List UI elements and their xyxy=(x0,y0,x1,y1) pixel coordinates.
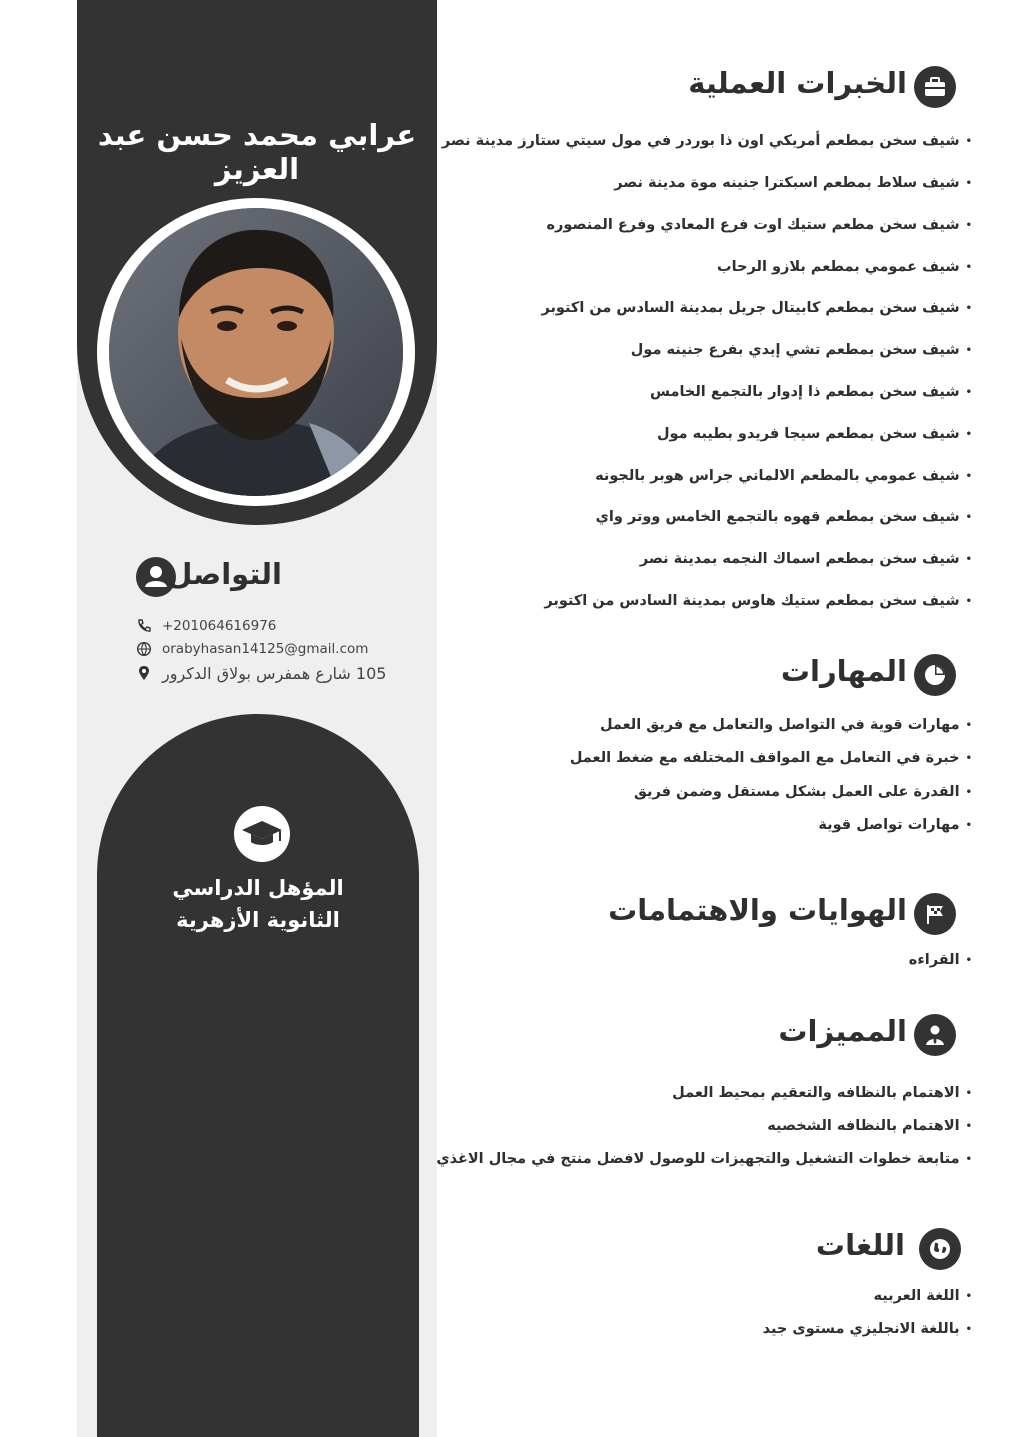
candidate-name: عرابي محمد حسن عبد العزيز xyxy=(97,118,417,186)
experience-item: • شيف سخن بمطعم قهوه بالتجمع الخامس ووتر واي xyxy=(596,509,972,525)
experience-item: • شيف سخن بمطعم أمريكي اون ذا بوردر في مول سيتي ستارز مدينة نصر xyxy=(442,133,972,149)
languages-item: • باللغة الانجليزي مستوى جيد xyxy=(763,1321,972,1337)
flag-icon xyxy=(914,893,956,935)
person-tie-icon xyxy=(914,1014,956,1056)
experience-item: • شيف سلاط بمطعم اسبكترا جنينه موة مدينة نصر xyxy=(614,175,972,191)
experience-item: • شيف سخن مطعم ستيك اوت فرع المعادي وفرع المنصوره xyxy=(547,217,973,233)
globe-icon xyxy=(919,1228,961,1270)
experience-item: • شيف سخن بمطعم تشي إيدي بفرع جنينه مول xyxy=(631,342,972,358)
languages-item: • اللغة العربيه xyxy=(873,1288,972,1304)
education-title: المؤهل الدراسي xyxy=(172,876,344,900)
features-item: • متابعة خطوات التشغيل والتجهيزات للوصول لافضل منتج في مجال الاغذي xyxy=(436,1151,972,1167)
contact-email-row xyxy=(136,639,368,659)
contact-phone[interactable]: +201064616976 xyxy=(162,618,277,634)
profile-photo xyxy=(109,208,403,496)
hobbies-item: • القراءه xyxy=(909,952,972,968)
skills-item: • مهارات تواصل قوية xyxy=(818,817,972,833)
contact-email[interactable]: orabyhasan14125@gmail.com xyxy=(162,641,369,657)
phone-icon xyxy=(136,618,152,634)
experience-item: • شيف عمومي بمطعم بلازو الرحاب xyxy=(717,259,972,275)
experience-item: • شيف سخن بمطعم ذا إدوار بالتجمع الخامس xyxy=(650,384,972,400)
skills-item: • مهارات قوية في التواصل والتعامل مع فريق العمل xyxy=(600,717,972,733)
contact-address-row xyxy=(136,663,386,683)
features-item: • الاهتمام بالنظافه والتعقيم بمحيط العمل xyxy=(672,1085,972,1101)
experience-item: • شيف سخن بمطعم اسماك النجمه بمدينة نصر xyxy=(640,551,972,567)
globe-at-icon xyxy=(136,641,152,657)
skills-item: • القدرة على العمل بشكل مستقل وضمن فريق xyxy=(634,784,972,800)
hobbies-title: الهوايات والاهتمامات xyxy=(608,893,907,927)
languages-title: اللغات xyxy=(815,1228,905,1262)
skills-item: • خبرة في التعامل مع المواقف المختلفه مع ضغط العمل xyxy=(570,750,972,766)
experience-item: • شيف عمومي بالمطعم الالماني جراس هوبر بالجونه xyxy=(595,468,972,484)
experience-item: • شيف سخن بمطعم كابيتال جريل بمدينة السادس من اكتوبر xyxy=(541,300,972,316)
pie-chart-icon xyxy=(914,654,956,696)
contact-phone-row xyxy=(136,616,276,636)
skills-title: المهارات xyxy=(780,654,907,688)
location-pin-icon xyxy=(136,665,152,681)
graduation-cap-icon xyxy=(234,806,290,862)
experience-item: • شيف سخن بمطعم سيجا فريدو بطيبه مول xyxy=(657,426,972,442)
features-item: • الاهتمام بالنظافه الشخصيه xyxy=(767,1118,972,1134)
experience-item: • شيف سخن بمطعم ستيك هاوس بمدينة السادس من اكتوبر xyxy=(544,593,972,609)
features-title: المميزات xyxy=(778,1014,907,1048)
contact-address: 105 شارع همفرس بولاق الدكرور xyxy=(162,663,387,683)
contact-title: التواصل xyxy=(167,557,282,591)
experience-title: الخبرات العملية xyxy=(688,66,907,100)
briefcase-icon xyxy=(914,66,956,108)
education-degree: الثانوية الأزهرية xyxy=(176,908,340,932)
